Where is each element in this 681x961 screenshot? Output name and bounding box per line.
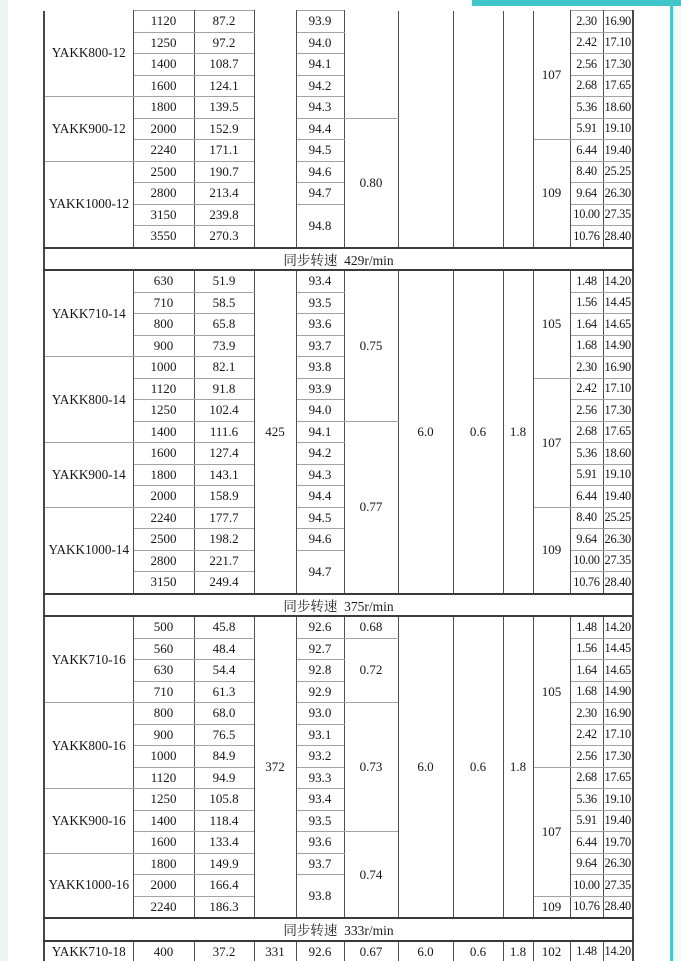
speed-rpm-cell: 372: [254, 616, 296, 918]
current-a-cell: 97.2: [194, 32, 254, 54]
value-a-cell: 2.68: [570, 421, 603, 443]
value-b-cell: 19.40: [603, 810, 633, 832]
noise-db-cell: 107: [533, 767, 570, 896]
power-kw-cell: 2000: [133, 486, 194, 508]
value-a-cell: 2.56: [570, 746, 603, 768]
current-a-cell: 124.1: [194, 75, 254, 97]
efficiency-cell: 94.3: [296, 464, 344, 486]
locked-rotor-torque-ratio-cell: 0.6: [453, 616, 503, 918]
motor-spec-table: [43, 10, 634, 961]
value-b-cell: 27.35: [603, 204, 633, 226]
value-a-cell: 5.91: [570, 464, 603, 486]
value-b-cell: 14.45: [603, 638, 633, 660]
model-cell: YAKK800-16: [44, 703, 133, 789]
value-a-cell: 10.76: [570, 896, 603, 918]
efficiency-cell: 92.6: [296, 941, 344, 961]
value-a-cell: 1.48: [570, 616, 603, 638]
value-a-cell: 9.64: [570, 529, 603, 551]
value-b-cell: 14.65: [603, 660, 633, 682]
value-a-cell: 2.30: [570, 11, 603, 33]
speed-rpm-cell: 331: [254, 941, 296, 961]
model-cell: YAKK1000-16: [44, 853, 133, 918]
current-a-cell: 58.5: [194, 292, 254, 314]
value-b-cell: 17.10: [603, 724, 633, 746]
efficiency-cell: 93.3: [296, 767, 344, 789]
current-a-cell: 94.9: [194, 767, 254, 789]
max-torque-ratio-cell: 1.8: [503, 941, 533, 961]
value-b-cell: 17.30: [603, 746, 633, 768]
value-b-cell: 14.20: [603, 270, 633, 292]
locked-rotor-current-ratio-cell: [398, 11, 453, 248]
power-kw-cell: 560: [133, 638, 194, 660]
power-kw-cell: 1000: [133, 357, 194, 379]
efficiency-cell: 94.4: [296, 118, 344, 140]
locked-rotor-torque-ratio-cell: 0.6: [453, 941, 503, 961]
value-a-cell: 9.64: [570, 853, 603, 875]
noise-db-cell: 107: [533, 11, 570, 140]
value-b-cell: 28.40: [603, 226, 633, 248]
current-a-cell: 54.4: [194, 660, 254, 682]
power-kw-cell: 1000: [133, 746, 194, 768]
current-a-cell: 166.4: [194, 875, 254, 897]
locked-rotor-torque-ratio-cell: 0.6: [453, 270, 503, 594]
current-a-cell: 249.4: [194, 572, 254, 594]
power-kw-cell: 1120: [133, 11, 194, 33]
current-a-cell: 239.8: [194, 204, 254, 226]
power-factor-cell: 0.72: [344, 638, 398, 703]
power-factor-cell: 0.74: [344, 832, 398, 919]
efficiency-cell: 93.7: [296, 853, 344, 875]
current-a-cell: 143.1: [194, 464, 254, 486]
power-kw-cell: 2800: [133, 550, 194, 572]
power-factor-cell: 0.73: [344, 703, 398, 832]
locked-rotor-torque-ratio-cell: [453, 11, 503, 248]
efficiency-cell: 93.7: [296, 335, 344, 357]
value-a-cell: 9.64: [570, 183, 603, 205]
power-kw-cell: 1120: [133, 378, 194, 400]
spec-table-body: [44, 11, 633, 961]
current-a-cell: 76.5: [194, 724, 254, 746]
efficiency-cell: 93.0: [296, 703, 344, 725]
power-factor-cell: 0.67: [344, 941, 398, 961]
model-cell: YAKK800-12: [44, 11, 133, 97]
value-a-cell: 5.36: [570, 443, 603, 465]
current-a-cell: 68.0: [194, 703, 254, 725]
current-a-cell: 171.1: [194, 140, 254, 162]
max-torque-ratio-cell: [503, 11, 533, 248]
max-torque-ratio-cell: 1.8: [503, 270, 533, 594]
value-b-cell: 18.60: [603, 97, 633, 119]
model-cell: YAKK710-14: [44, 270, 133, 357]
value-a-cell: 8.40: [570, 507, 603, 529]
noise-db-cell: 109: [533, 507, 570, 594]
current-a-cell: 108.7: [194, 54, 254, 76]
value-b-cell: 28.40: [603, 896, 633, 918]
value-a-cell: 5.91: [570, 810, 603, 832]
power-kw-cell: 1800: [133, 464, 194, 486]
locked-rotor-current-ratio-cell: 6.0: [398, 941, 453, 961]
current-a-cell: 73.9: [194, 335, 254, 357]
value-a-cell: 10.76: [570, 226, 603, 248]
efficiency-cell: 93.4: [296, 789, 344, 811]
current-a-cell: 105.8: [194, 789, 254, 811]
value-b-cell: 14.90: [603, 335, 633, 357]
current-a-cell: 65.8: [194, 314, 254, 336]
value-b-cell: 19.10: [603, 789, 633, 811]
noise-db-cell: 102: [533, 941, 570, 961]
value-b-cell: 26.30: [603, 183, 633, 205]
current-a-cell: 190.7: [194, 161, 254, 183]
speed-rpm-cell: 425: [254, 270, 296, 594]
value-a-cell: 1.56: [570, 638, 603, 660]
value-a-cell: 10.00: [570, 875, 603, 897]
current-a-cell: 61.3: [194, 681, 254, 703]
value-b-cell: 17.30: [603, 400, 633, 422]
efficiency-cell: 94.7: [296, 183, 344, 205]
power-kw-cell: 900: [133, 335, 194, 357]
value-b-cell: 17.10: [603, 378, 633, 400]
noise-db-cell: 109: [533, 896, 570, 918]
page-left-edge: [0, 0, 8, 961]
value-a-cell: 1.68: [570, 681, 603, 703]
current-a-cell: 127.4: [194, 443, 254, 465]
value-b-cell: 25.25: [603, 507, 633, 529]
value-a-cell: 2.30: [570, 357, 603, 379]
current-a-cell: 149.9: [194, 853, 254, 875]
current-a-cell: 133.4: [194, 832, 254, 854]
power-kw-cell: 800: [133, 314, 194, 336]
efficiency-cell: 94.0: [296, 400, 344, 422]
power-kw-cell: 1600: [133, 832, 194, 854]
value-a-cell: 6.44: [570, 140, 603, 162]
current-a-cell: 45.8: [194, 616, 254, 638]
efficiency-cell: 92.6: [296, 616, 344, 638]
value-b-cell: 16.90: [603, 11, 633, 33]
value-a-cell: 10.00: [570, 204, 603, 226]
efficiency-cell: 93.5: [296, 810, 344, 832]
current-a-cell: 82.1: [194, 357, 254, 379]
current-a-cell: 177.7: [194, 507, 254, 529]
efficiency-cell: 94.8: [296, 204, 344, 248]
value-b-cell: 14.65: [603, 314, 633, 336]
efficiency-cell: 94.7: [296, 550, 344, 594]
power-factor-cell: [344, 11, 398, 119]
current-a-cell: 186.3: [194, 896, 254, 918]
value-b-cell: 17.10: [603, 32, 633, 54]
current-a-cell: 270.3: [194, 226, 254, 248]
max-torque-ratio-cell: 1.8: [503, 616, 533, 918]
power-kw-cell: 3150: [133, 204, 194, 226]
value-a-cell: 2.68: [570, 75, 603, 97]
power-kw-cell: 1250: [133, 789, 194, 811]
current-a-cell: 37.2: [194, 941, 254, 961]
value-a-cell: 2.56: [570, 54, 603, 76]
value-b-cell: 17.65: [603, 75, 633, 97]
current-a-cell: 198.2: [194, 529, 254, 551]
current-a-cell: 152.9: [194, 118, 254, 140]
value-b-cell: 16.90: [603, 357, 633, 379]
power-factor-cell: 0.80: [344, 118, 398, 248]
power-kw-cell: 2240: [133, 896, 194, 918]
efficiency-cell: 94.2: [296, 443, 344, 465]
current-a-cell: 48.4: [194, 638, 254, 660]
current-a-cell: 111.6: [194, 421, 254, 443]
page-right-edge: [673, 0, 681, 961]
locked-rotor-current-ratio-cell: 6.0: [398, 616, 453, 918]
power-kw-cell: 1400: [133, 810, 194, 832]
power-kw-cell: 630: [133, 660, 194, 682]
power-kw-cell: 2240: [133, 507, 194, 529]
efficiency-cell: 92.7: [296, 638, 344, 660]
efficiency-cell: 94.4: [296, 486, 344, 508]
efficiency-cell: 94.2: [296, 75, 344, 97]
value-b-cell: 27.35: [603, 550, 633, 572]
current-a-cell: 84.9: [194, 746, 254, 768]
value-a-cell: 1.64: [570, 660, 603, 682]
value-b-cell: 25.25: [603, 161, 633, 183]
value-b-cell: 14.90: [603, 681, 633, 703]
current-a-cell: 139.5: [194, 97, 254, 119]
value-a-cell: 2.42: [570, 378, 603, 400]
power-kw-cell: 1250: [133, 400, 194, 422]
efficiency-cell: 93.4: [296, 270, 344, 292]
efficiency-cell: 93.5: [296, 292, 344, 314]
current-a-cell: 87.2: [194, 11, 254, 33]
efficiency-cell: 93.9: [296, 11, 344, 33]
efficiency-cell: 92.8: [296, 660, 344, 682]
power-kw-cell: 1800: [133, 97, 194, 119]
efficiency-cell: 94.6: [296, 161, 344, 183]
noise-db-cell: 105: [533, 270, 570, 378]
efficiency-cell: 93.8: [296, 875, 344, 919]
value-a-cell: 2.56: [570, 400, 603, 422]
value-a-cell: 1.48: [570, 941, 603, 961]
power-factor-cell: 0.75: [344, 270, 398, 421]
power-kw-cell: 2500: [133, 529, 194, 551]
current-a-cell: 91.8: [194, 378, 254, 400]
value-a-cell: 10.00: [570, 550, 603, 572]
value-b-cell: 19.10: [603, 464, 633, 486]
right-accent-line: [670, 0, 673, 961]
noise-db-cell: 107: [533, 378, 570, 507]
value-b-cell: 19.40: [603, 140, 633, 162]
efficiency-cell: 93.2: [296, 746, 344, 768]
power-kw-cell: 2500: [133, 161, 194, 183]
value-a-cell: 1.56: [570, 292, 603, 314]
value-b-cell: 14.20: [603, 616, 633, 638]
noise-db-cell: 105: [533, 616, 570, 767]
value-b-cell: 14.20: [603, 941, 633, 961]
power-factor-cell: 0.68: [344, 616, 398, 638]
power-kw-cell: 1250: [133, 32, 194, 54]
value-a-cell: 1.64: [570, 314, 603, 336]
value-b-cell: 18.60: [603, 443, 633, 465]
efficiency-cell: 93.8: [296, 357, 344, 379]
value-b-cell: 17.65: [603, 767, 633, 789]
current-a-cell: 221.7: [194, 550, 254, 572]
current-a-cell: 102.4: [194, 400, 254, 422]
value-b-cell: 19.70: [603, 832, 633, 854]
value-b-cell: 19.10: [603, 118, 633, 140]
power-kw-cell: 710: [133, 681, 194, 703]
model-cell: YAKK900-16: [44, 789, 133, 854]
efficiency-cell: 94.5: [296, 140, 344, 162]
model-cell: YAKK710-18: [44, 941, 133, 961]
model-cell: YAKK710-16: [44, 616, 133, 703]
value-b-cell: 14.45: [603, 292, 633, 314]
power-kw-cell: 2000: [133, 118, 194, 140]
section-separator: 同步转速 333r/min: [44, 918, 633, 941]
power-kw-cell: 400: [133, 941, 194, 961]
efficiency-cell: 94.0: [296, 32, 344, 54]
value-a-cell: 2.68: [570, 767, 603, 789]
value-b-cell: 26.30: [603, 853, 633, 875]
power-kw-cell: 3550: [133, 226, 194, 248]
value-b-cell: 17.65: [603, 421, 633, 443]
power-kw-cell: 1120: [133, 767, 194, 789]
model-cell: YAKK1000-14: [44, 507, 133, 594]
power-kw-cell: 800: [133, 703, 194, 725]
power-kw-cell: 2240: [133, 140, 194, 162]
power-kw-cell: 1600: [133, 443, 194, 465]
value-a-cell: 6.44: [570, 486, 603, 508]
value-a-cell: 10.76: [570, 572, 603, 594]
current-a-cell: 51.9: [194, 270, 254, 292]
efficiency-cell: 94.5: [296, 507, 344, 529]
value-a-cell: 2.42: [570, 32, 603, 54]
model-cell: YAKK1000-12: [44, 161, 133, 248]
value-a-cell: 2.30: [570, 703, 603, 725]
value-a-cell: 2.42: [570, 724, 603, 746]
value-a-cell: 6.44: [570, 832, 603, 854]
power-kw-cell: 2000: [133, 875, 194, 897]
power-kw-cell: 3150: [133, 572, 194, 594]
power-kw-cell: 900: [133, 724, 194, 746]
power-factor-cell: 0.77: [344, 421, 398, 594]
noise-db-cell: 109: [533, 140, 570, 248]
value-b-cell: 28.40: [603, 572, 633, 594]
efficiency-cell: 93.9: [296, 378, 344, 400]
power-kw-cell: 630: [133, 270, 194, 292]
section-separator: 同步转速 375r/min: [44, 594, 633, 617]
efficiency-cell: 94.1: [296, 54, 344, 76]
efficiency-cell: 93.6: [296, 314, 344, 336]
efficiency-cell: 93.1: [296, 724, 344, 746]
top-accent-bar: [472, 0, 681, 6]
value-a-cell: 8.40: [570, 161, 603, 183]
efficiency-cell: 94.3: [296, 97, 344, 119]
value-a-cell: 5.36: [570, 789, 603, 811]
model-cell: YAKK800-14: [44, 357, 133, 443]
value-a-cell: 5.91: [570, 118, 603, 140]
value-b-cell: 16.90: [603, 703, 633, 725]
power-kw-cell: 2800: [133, 183, 194, 205]
power-kw-cell: 1800: [133, 853, 194, 875]
value-b-cell: 17.30: [603, 54, 633, 76]
locked-rotor-current-ratio-cell: 6.0: [398, 270, 453, 594]
power-kw-cell: 1400: [133, 54, 194, 76]
model-cell: YAKK900-12: [44, 97, 133, 162]
current-a-cell: 118.4: [194, 810, 254, 832]
value-a-cell: 1.48: [570, 270, 603, 292]
speed-rpm-cell: [254, 11, 296, 248]
efficiency-cell: 92.9: [296, 681, 344, 703]
power-kw-cell: 500: [133, 616, 194, 638]
efficiency-cell: 93.6: [296, 832, 344, 854]
current-a-cell: 213.4: [194, 183, 254, 205]
current-a-cell: 158.9: [194, 486, 254, 508]
value-b-cell: 27.35: [603, 875, 633, 897]
efficiency-cell: 94.6: [296, 529, 344, 551]
power-kw-cell: 1600: [133, 75, 194, 97]
model-cell: YAKK900-14: [44, 443, 133, 508]
efficiency-cell: 94.1: [296, 421, 344, 443]
power-kw-cell: 1400: [133, 421, 194, 443]
value-a-cell: 1.68: [570, 335, 603, 357]
value-b-cell: 19.40: [603, 486, 633, 508]
section-separator: 同步转速 429r/min: [44, 248, 633, 271]
value-a-cell: 5.36: [570, 97, 603, 119]
power-kw-cell: 710: [133, 292, 194, 314]
value-b-cell: 26.30: [603, 529, 633, 551]
